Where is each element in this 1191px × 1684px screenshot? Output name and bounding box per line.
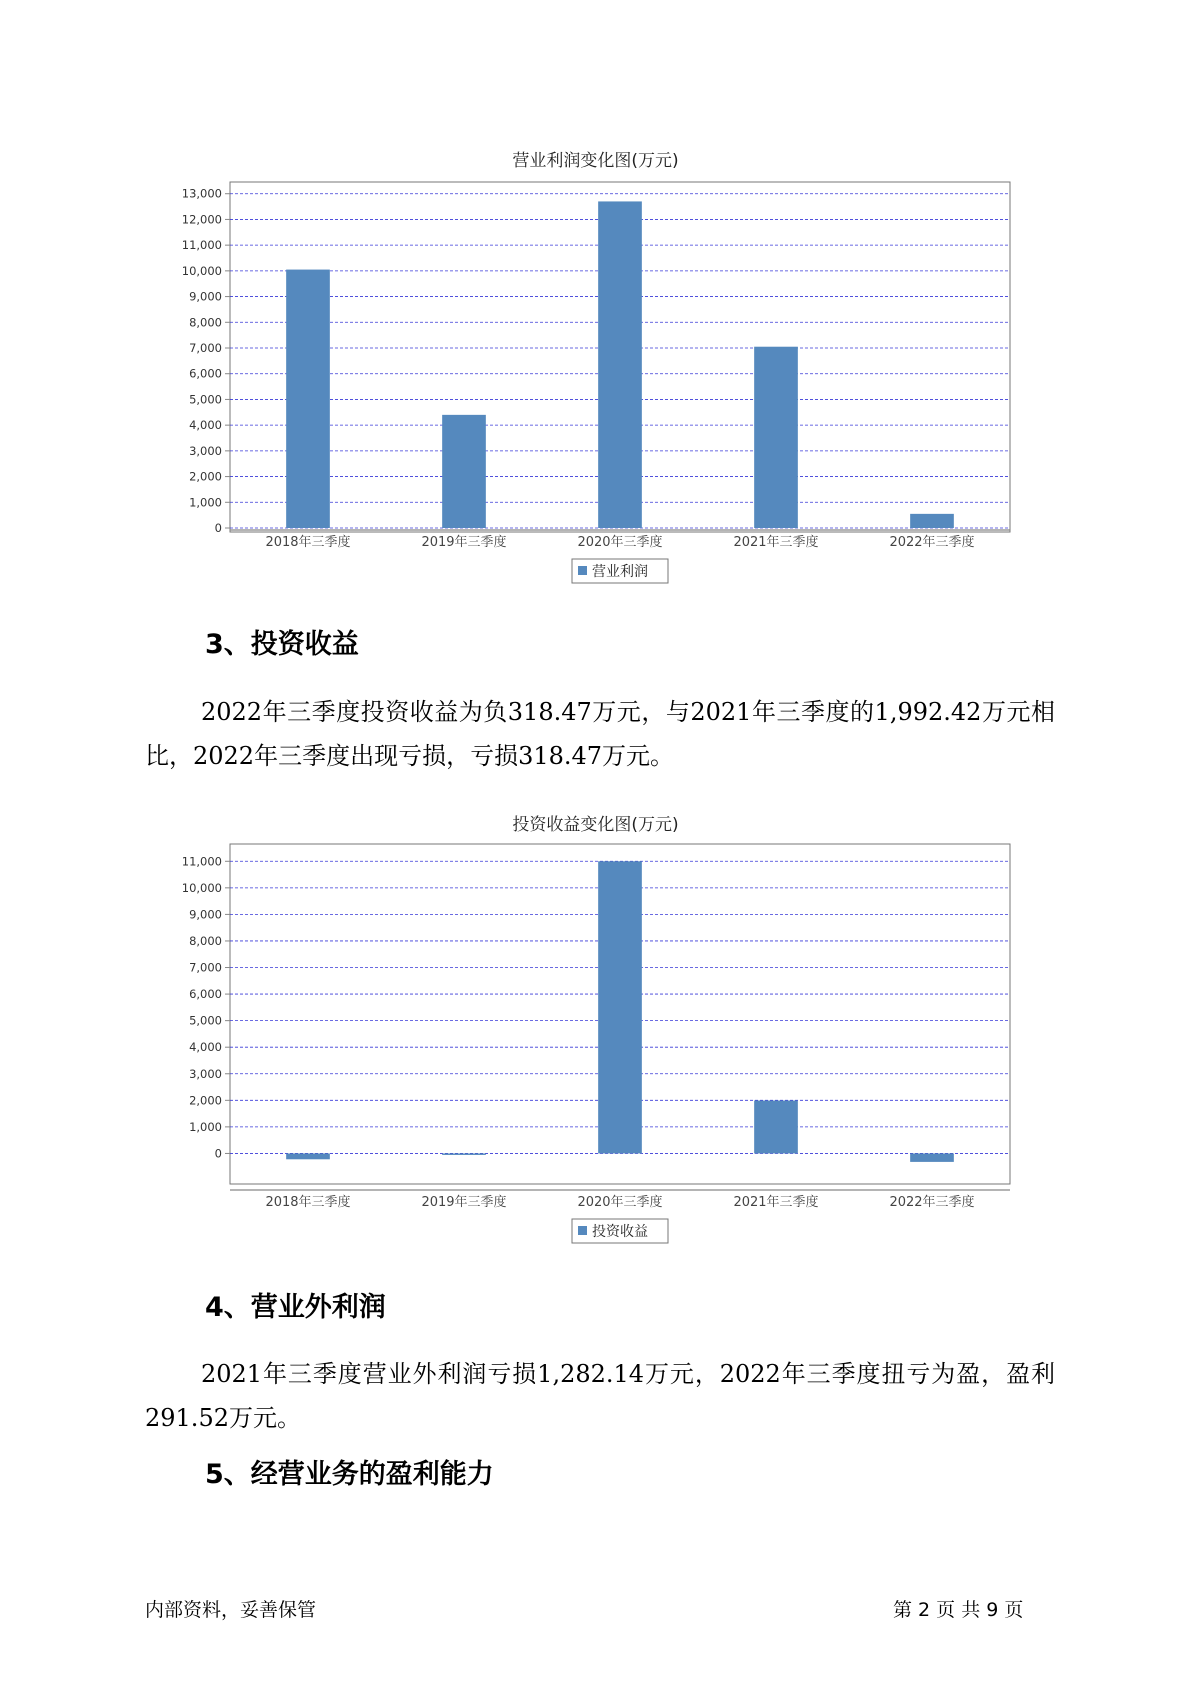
bar: [754, 347, 798, 528]
y-tick-label: 0: [214, 521, 222, 535]
footer-page-number: 第 2 页 共 9 页: [893, 1599, 1024, 1621]
y-tick-label: 10,000: [181, 263, 222, 278]
y-tick-label: 3,000: [189, 1066, 222, 1081]
section-5-heading: 5、经营业务的盈利能力: [205, 1459, 494, 1490]
bar: [286, 270, 330, 528]
y-tick-label: 3,000: [189, 443, 222, 458]
x-tick-label: 2020年三季度: [577, 1195, 663, 1210]
y-tick-label: 13,000: [181, 186, 222, 201]
legend-label: 投资收益: [592, 1224, 648, 1240]
y-tick-label: 9,000: [189, 289, 222, 304]
y-tick-label: 1,000: [189, 495, 222, 510]
section-3-paragraph: 2022年三季度投资收益为负318.47万元，与2021年三季度的1,992.42万元相比，2022年三季度出现亏损，亏损318.47万元。: [145, 698, 1055, 770]
bar: [910, 1153, 954, 1161]
x-tick-label: 2019年三季度: [421, 535, 507, 550]
bar: [754, 1101, 798, 1154]
y-tick-label: 12,000: [181, 212, 222, 227]
bar: [442, 1153, 486, 1155]
bar: [910, 514, 954, 528]
y-tick-label: 11,000: [181, 854, 222, 869]
x-tick-label: 2021年三季度: [733, 535, 819, 550]
y-tick-label: 7,000: [189, 341, 222, 355]
chart2-title: 投资收益变化图(万元): [512, 815, 679, 835]
y-tick-label: 5,000: [189, 1013, 222, 1028]
section-4-paragraph: 2021年三季度营业外利润亏损1,282.14万元，2022年三季度扭亏为盈，盈利291.52万元。: [145, 1360, 1055, 1432]
y-tick-label: 2,000: [189, 469, 222, 484]
y-tick-label: 2,000: [189, 1093, 222, 1108]
bar: [442, 415, 486, 528]
bar: [286, 1153, 330, 1159]
x-tick-label: 2018年三季度: [265, 1195, 351, 1210]
y-tick-label: 6,000: [189, 987, 222, 1002]
x-tick-label: 2022年三季度: [889, 1195, 975, 1210]
x-tick-label: 2019年三季度: [421, 1195, 507, 1210]
chart1-title: 营业利润变化图(万元): [512, 151, 679, 171]
x-tick-label: 2021年三季度: [733, 1195, 819, 1210]
y-tick-label: 4,000: [189, 418, 222, 433]
bar: [598, 201, 642, 528]
investment-income-chart: [0, 840, 1191, 1260]
section-4-heading: 4、营业外利润: [205, 1292, 386, 1323]
y-tick-label: 11,000: [181, 238, 222, 253]
y-tick-label: 6,000: [189, 366, 222, 381]
y-tick-label: 0: [214, 1146, 222, 1161]
x-tick-label: 2022年三季度: [889, 535, 975, 550]
y-tick-label: 5,000: [189, 392, 222, 407]
y-tick-label: 4,000: [189, 1040, 222, 1055]
bar: [598, 861, 642, 1153]
legend-label: 营业利润: [592, 564, 648, 580]
x-tick-label: 2020年三季度: [577, 535, 663, 550]
x-tick-label: 2018年三季度: [265, 535, 351, 550]
y-tick-label: 9,000: [189, 907, 222, 922]
operating-profit-chart: [0, 180, 1191, 600]
y-tick-label: 8,000: [189, 315, 222, 330]
y-tick-label: 10,000: [181, 880, 222, 895]
legend-swatch: [578, 566, 587, 575]
y-tick-label: 1,000: [189, 1119, 222, 1134]
y-tick-label: 8,000: [189, 933, 222, 948]
legend-swatch: [578, 1226, 587, 1235]
section-3-heading: 3、投资收益: [205, 629, 359, 660]
y-tick-label: 7,000: [189, 960, 222, 975]
footer-left: 内部资料，妥善保管: [145, 1599, 317, 1621]
